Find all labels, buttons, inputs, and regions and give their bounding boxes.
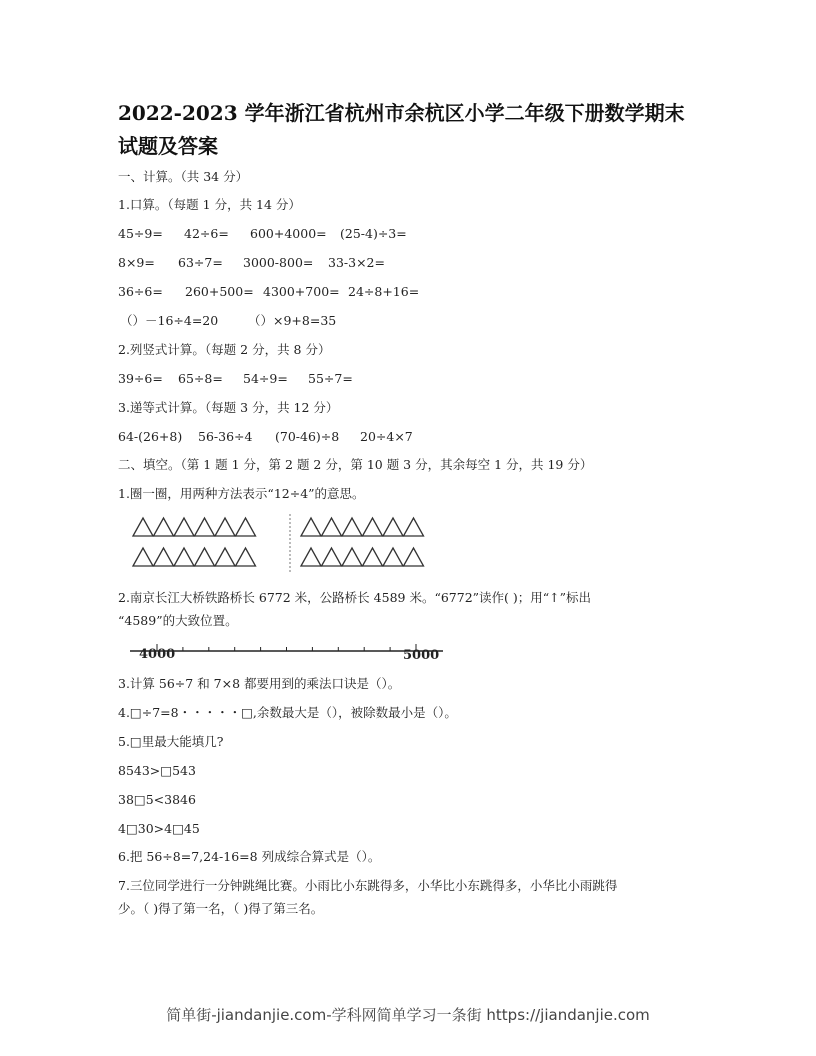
expr: 8×9=	[118, 255, 155, 270]
s2-q5-item: 4□30>4□45	[118, 821, 200, 836]
triangle	[404, 548, 424, 566]
expr: 55÷7=	[308, 371, 353, 386]
s2-q2-line1: 2.南京长江大桥铁路桥长 6772 米，公路桥长 4589 米。“6772”读作( )；用“↑”标出	[118, 590, 592, 605]
section2-heading: 二、填空。（第 1 题 1 分，第 2 题 2 分，第 10 题 3 分，其余每空 1 分，共 19 分）	[118, 457, 593, 472]
q1-label: 1.口算。（每题 1 分，共 14 分）	[118, 197, 301, 212]
expr: 64-(26+8)	[118, 429, 183, 444]
expr: 20÷4×7	[360, 429, 413, 444]
triangle	[195, 548, 215, 566]
triangle	[322, 548, 342, 566]
doc-title-line1: 2022-2023 学年浙江省杭州市余杭区小学二年级下册数学期末	[118, 101, 685, 125]
triangle	[383, 548, 403, 566]
expr: 56-36÷4	[198, 429, 253, 444]
triangle	[301, 518, 321, 536]
expr: 45÷9=	[118, 226, 163, 241]
expr: 3000-800=	[243, 255, 314, 270]
expr: 600+4000=	[250, 226, 327, 241]
s2-q7-line1: 7.三位同学进行一分钟跳绳比赛。小雨比小东跳得多，小华比小东跳得多，小华比小雨跳得	[118, 878, 618, 893]
footer-watermark: 简单街-jiandanjie.com-学科网简单学习一条街 https://jiandanjie.com	[166, 1006, 650, 1024]
section1-heading: 一、计算。（共 34 分）	[118, 169, 249, 184]
expr: 4300+700=	[263, 284, 340, 299]
triangle	[363, 548, 383, 566]
s2-q1: 1.圈一圈，用两种方法表示“12÷4”的意思。	[118, 486, 365, 501]
expr: 54÷9=	[243, 371, 288, 386]
number-line-start-label: 4000	[139, 647, 176, 662]
triangle	[236, 518, 256, 536]
triangles-figure	[125, 512, 465, 576]
number-line-end-label: 5000	[403, 648, 440, 663]
expr: 24÷8+16=	[348, 284, 420, 299]
expr: (25-4)÷3=	[340, 226, 407, 241]
s2-q4: 4.□÷7=8・・・・・□,余数最大是（），被除数最小是（）。	[118, 705, 457, 720]
expr: （）－16÷4=20	[120, 313, 219, 328]
s2-q5-item: 38□5<3846	[118, 792, 196, 807]
triangle	[322, 518, 342, 536]
expr: 65÷8=	[178, 371, 223, 386]
expr: （）×9+8=35	[248, 313, 337, 328]
s2-q7-line2: 少。（ )得了第一名，（ )得了第三名。	[118, 901, 324, 916]
s2-q2-line2: “4589”的大致位置。	[118, 613, 238, 628]
triangle	[215, 518, 235, 536]
expr: 42÷6=	[184, 226, 229, 241]
s2-q3: 3.计算 56÷7 和 7×8 都要用到的乘法口诀是（）。	[118, 676, 401, 691]
q2-label: 2.列竖式计算。（每题 2 分，共 8 分）	[118, 342, 331, 357]
expr: 63÷7=	[178, 255, 223, 270]
expr: 33-3×2=	[328, 255, 385, 270]
s2-q6: 6.把 56÷8=7,24-16=8 列成综合算式是（）。	[118, 849, 381, 864]
triangle	[363, 518, 383, 536]
expr: 39÷6=	[118, 371, 163, 386]
triangle	[154, 518, 174, 536]
triangle	[236, 548, 256, 566]
expr: 260+500=	[185, 284, 254, 299]
s2-q5-item: 8543>□543	[118, 763, 196, 778]
triangle	[383, 518, 403, 536]
triangle	[342, 548, 362, 566]
triangle	[404, 518, 424, 536]
triangle	[342, 518, 362, 536]
triangle	[215, 548, 235, 566]
expr: 36÷6=	[118, 284, 163, 299]
s2-q5: 5.□里最大能填几?	[118, 734, 224, 749]
triangle	[174, 518, 194, 536]
doc-title-line2: 试题及答案	[118, 134, 218, 158]
expr: (70-46)÷8	[275, 429, 340, 444]
triangle	[133, 518, 153, 536]
q3-label: 3.递等式计算。（每题 3 分，共 12 分）	[118, 400, 339, 415]
number-line	[128, 638, 448, 666]
triangle	[195, 518, 215, 536]
triangle	[154, 548, 174, 566]
triangle	[133, 548, 153, 566]
triangle	[174, 548, 194, 566]
triangle	[301, 548, 321, 566]
